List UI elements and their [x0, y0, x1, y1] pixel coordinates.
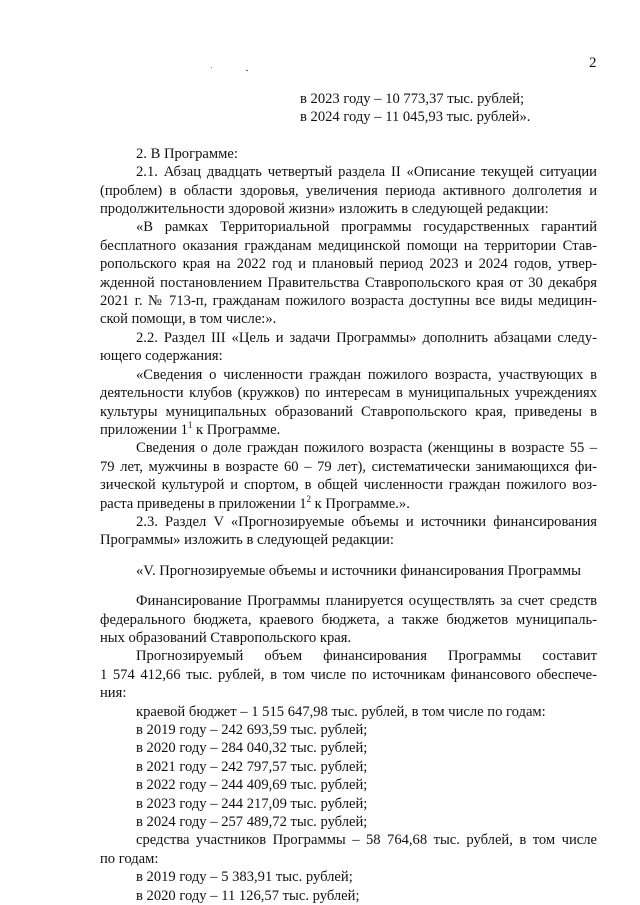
text-line: зической культурой и спортом, в общей численности граждан пожилого воз- — [100, 477, 597, 494]
text-line: ропольского края на 2022 год и плановый период 2023 и 2024 годов, утвер- — [100, 256, 597, 273]
text-line: краевой бюджет – 1 515 647,98 тыс. рублей, в том числе по годам: — [136, 703, 546, 720]
text-line: «В рамках Территориальной программы государственных гарантий — [136, 219, 597, 236]
text-line: 2021 г. № 713-п, гражданам пожилого возраста доступны все виды медицин- — [100, 293, 597, 310]
scan-speck — [211, 67, 212, 68]
text-line: в 2024 году – 257 489,72 тыс. рублей; — [136, 814, 368, 831]
text-line: в 2020 году – 284 040,32 тыс. рублей; — [136, 740, 368, 757]
text-line: в 2019 году – 242 693,59 тыс. рублей; — [136, 722, 368, 738]
text-line: в 2020 году – 11 126,57 тыс. рублей; — [136, 887, 360, 904]
scan-speck — [246, 70, 248, 71]
text-line: федерального бюджета, краевого бюджета, а также бюджетов муниципаль- — [100, 611, 597, 628]
text-line: жденной постановлением Правительства Ставропольского края от 30 декабря — [100, 274, 597, 291]
text-line: продолжительности здоровой жизни» изложить в следующей редакции: — [100, 201, 549, 218]
text-line: ющего содержания: — [100, 348, 223, 365]
document-body — [100, 90, 597, 905]
text-fragment: к Программе. — [192, 421, 281, 438]
text-line: деятельности клубов (кружков) по интересам в муниципальных учреждениях — [100, 385, 597, 402]
text-line: ния: — [100, 685, 127, 702]
text-line: в 2024 году – 11 045,93 тыс. рублей». — [300, 109, 531, 126]
text-line: 1 574 412,66 тыс. рублей, в том числе по источникам финансового обеспече- — [100, 666, 597, 683]
superscript: 2 — [306, 493, 312, 504]
superscript: 1 — [187, 419, 193, 430]
page-number: 2 — [589, 55, 597, 71]
text-line: Прогнозируемый объем финансирования Программы составит — [136, 648, 597, 665]
text-line — [100, 421, 597, 439]
text-fragment: раста приведены в приложении 1 — [100, 495, 307, 512]
text-line: Сведения о доле граждан пожилого возраста (женщины в возрасте 55 – — [136, 440, 597, 457]
text-line: Программы» изложить в следующей редакции: — [100, 532, 394, 549]
text-line: культуры муниципальных образований Ставропольского края, приведены в — [100, 403, 597, 420]
text-line: в 2023 году – 10 773,37 тыс. рублей; — [300, 91, 525, 107]
text-line: «Сведения о численности граждан пожилого возраста, участвующих в — [136, 366, 597, 383]
text-line: 2. В Программе: — [136, 145, 238, 162]
text-line — [100, 495, 597, 513]
text-line: 2.3. Раздел V «Прогнозируемые объемы и источники финансирования — [136, 513, 597, 530]
text-fragment: к Программе.». — [311, 495, 410, 512]
text-line: 79 лет, мужчины в возрасте 60 – 79 лет), систематически занимающихся фи- — [100, 458, 597, 475]
text-line: в 2022 году – 244 409,69 тыс. рублей; — [136, 777, 368, 794]
text-line: ных образований Ставропольского края. — [100, 629, 352, 646]
text-line: по годам: — [100, 850, 159, 867]
text-line: бесплатного оказания гражданам медицинской помощи на территории Став- — [100, 237, 597, 254]
text-line: ской помощи, в том числе:». — [100, 311, 277, 328]
text-line: 2.2. Раздел III «Цель и задачи Программы» дополнить абзацами следу- — [136, 329, 597, 346]
text-line: (проблем) в области здоровья, увеличения периода активного долголетия и — [100, 182, 597, 199]
text-line: в 2019 году – 5 383,91 тыс. рублей; — [136, 869, 353, 886]
text-line: в 2021 году – 242 797,57 тыс. рублей; — [136, 758, 368, 775]
section-heading: «V. Прогнозируемые объемы и источники финансирования Программы — [136, 562, 581, 579]
text-line: 2.1. Абзац двадцать четвертый раздела II «Описание текущей ситуации — [136, 164, 597, 181]
text-line: средства участников Программы – 58 764,68 тыс. рублей, в том числе — [136, 832, 597, 849]
text-line: Финансирование Программы планируется осуществлять за счет средств — [136, 593, 597, 610]
text-fragment: приложении 1 — [100, 421, 188, 438]
text-line: в 2023 году – 244 217,09 тыс. рублей; — [136, 795, 368, 812]
